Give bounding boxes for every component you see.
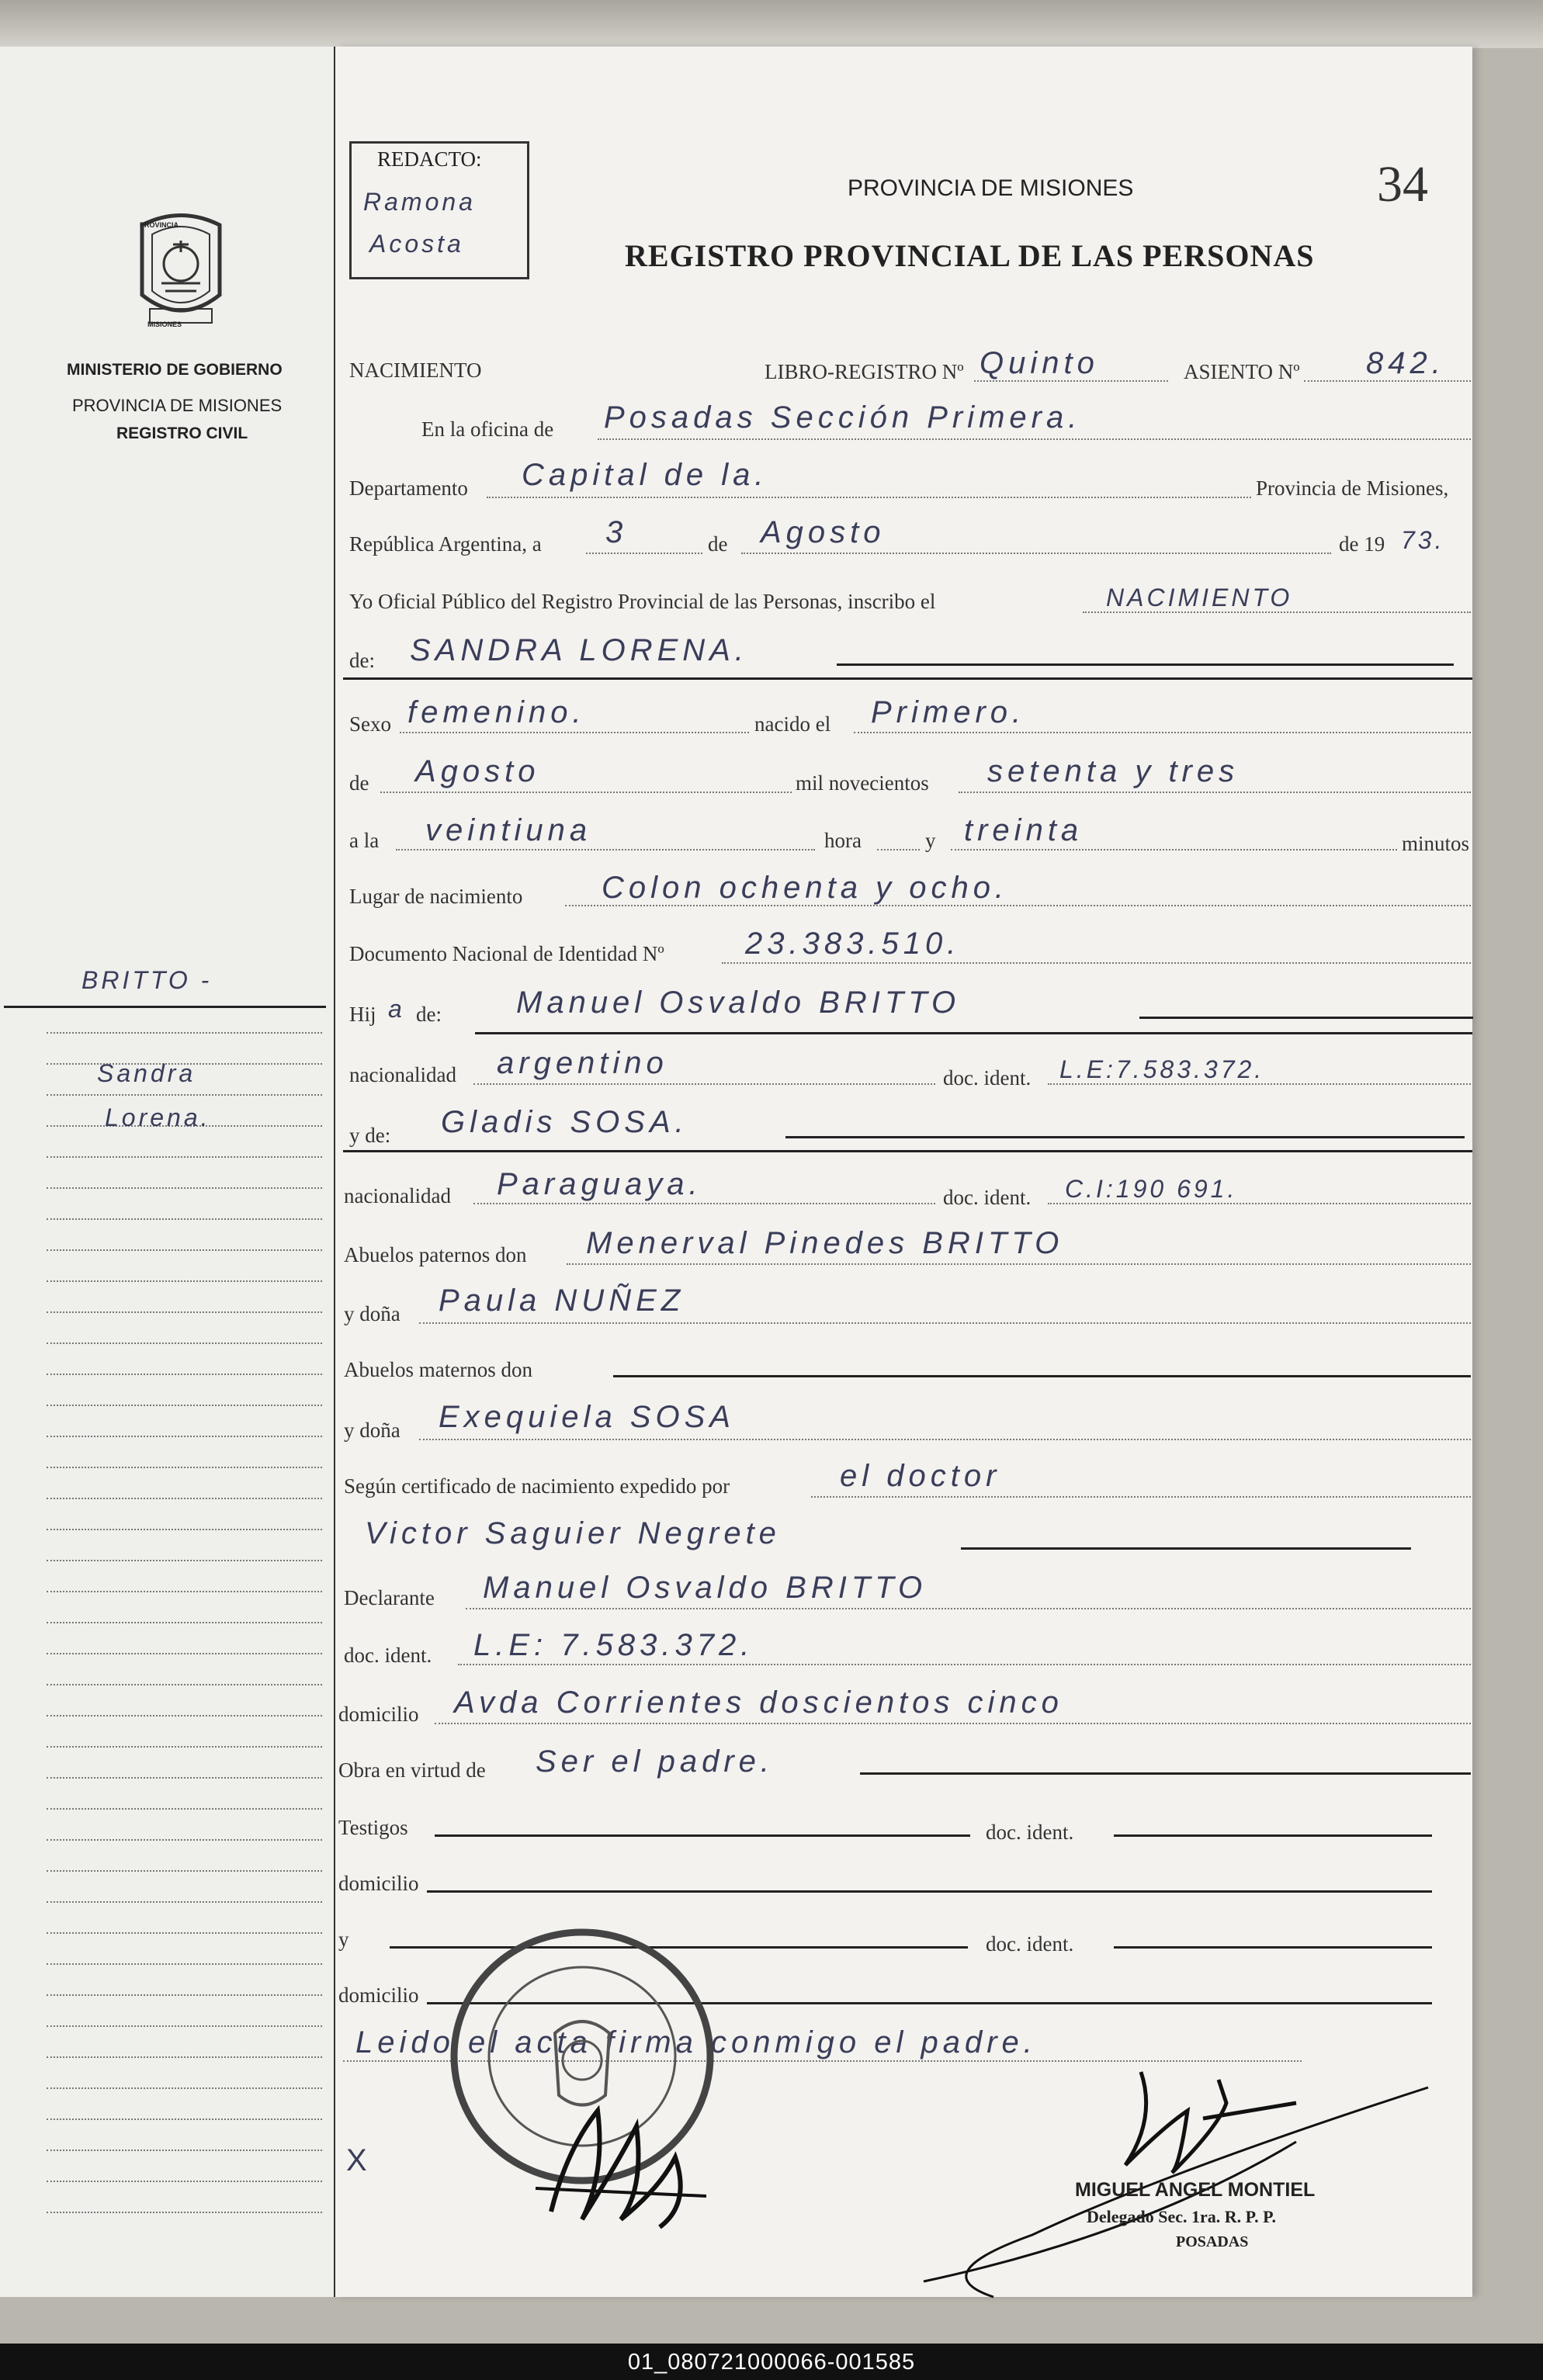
- domicilio-value: Avda Corrientes doscientos cinco: [454, 1685, 1063, 1720]
- abuela-materna-line: [419, 1439, 1471, 1440]
- lugar-line: [565, 905, 1471, 906]
- abuela-paterna-value: Paula NUÑEZ: [439, 1284, 685, 1318]
- y-de-label: y de:: [349, 1124, 391, 1147]
- nacido-line: [854, 732, 1471, 733]
- dni-line: [722, 962, 1471, 964]
- margin-name-2: Lorena.: [105, 1103, 211, 1131]
- section-divider-1: [343, 677, 1472, 680]
- oficina-value: Posadas Sección Primera.: [604, 400, 1082, 435]
- testigo-2-domicilio-label: domicilio: [338, 1983, 419, 2007]
- lugar-label: Lugar de nacimiento: [349, 885, 523, 908]
- asiento-label: ASIENTO Nº: [1184, 360, 1300, 383]
- margin-page: [0, 47, 336, 2297]
- margin-divider: [4, 1006, 326, 1008]
- padre-nac-line: [473, 1083, 935, 1085]
- libro-label: LIBRO-REGISTRO Nº: [765, 360, 964, 383]
- official-city: POSADAS: [1176, 2233, 1249, 2250]
- sexo-line: [400, 732, 749, 733]
- book-binding: [0, 0, 1543, 48]
- lugar-value: Colon ochenta y ocho.: [602, 871, 1009, 905]
- departamento-value: Capital de la.: [522, 458, 768, 492]
- de-label-3: de: [349, 771, 369, 795]
- madre-nac-label: nacionalidad: [344, 1184, 451, 1207]
- abuelo-materno-line: [613, 1375, 1471, 1377]
- sexo-value: femenino.: [407, 695, 586, 729]
- madre-line-1: [785, 1136, 1465, 1138]
- departamento-line: [487, 497, 1251, 498]
- republica-label: República Argentina, a: [349, 532, 542, 556]
- child-name-line: [837, 663, 1454, 666]
- inscribo-value: NACIMIENTO: [1106, 584, 1293, 611]
- padre-value: Manuel Osvaldo BRITTO: [516, 986, 961, 1020]
- asiento-line: [1304, 380, 1471, 382]
- segun-value: el doctor: [840, 1459, 1001, 1493]
- mil-label: mil novecientos: [796, 771, 929, 795]
- inscribo-line: [1083, 611, 1471, 613]
- segun-label: Según certificado de nacimiento expedido por: [344, 1474, 730, 1498]
- testigo-2-doc-line: [1114, 1946, 1432, 1949]
- domicilio-line: [435, 1723, 1471, 1724]
- testigo-1-doc-line: [1114, 1834, 1432, 1837]
- dni-label: Documento Nacional de Identidad Nº: [349, 942, 664, 965]
- obra-label: Obra en virtud de: [338, 1758, 486, 1782]
- official-role: Delegado Sec. 1ra. R. P. P.: [1087, 2207, 1277, 2226]
- y-label: y: [925, 829, 936, 852]
- libro-value: Quinto: [980, 346, 1099, 380]
- y-label-2: y: [338, 1928, 349, 1951]
- padre-line-1: [1139, 1017, 1473, 1019]
- doctor-line: [961, 1547, 1411, 1550]
- file-id: 01_080721000066-001585: [627, 2350, 916, 2375]
- nacido-value: Primero.: [871, 695, 1026, 729]
- a-la-label: a la: [349, 829, 380, 852]
- abuela-materna-value: Exequiela SOSA: [439, 1400, 735, 1434]
- hora-value: veintiuna: [425, 813, 592, 847]
- oficial-statement: Yo Oficial Público del Registro Provincial de las Personas, inscribo el: [349, 590, 936, 613]
- abuelo-paterno-value: Menerval Pinedes BRITTO: [586, 1226, 1064, 1260]
- y-dona-label-2: y doña: [344, 1419, 400, 1442]
- abuelos-paternos-label: Abuelos paternos don: [344, 1243, 527, 1266]
- dni-value: 23.383.510.: [745, 927, 961, 961]
- declarante-value: Manuel Osvaldo BRITTO: [483, 1571, 928, 1605]
- minutos-line: [951, 849, 1397, 850]
- declarante-doc-value: L.E: 7.583.372.: [473, 1628, 754, 1662]
- margin-name-1: Sandra: [97, 1059, 196, 1087]
- testigo-1-line: [435, 1834, 970, 1837]
- ministry-name: MINISTERIO DE GOBIERNO: [67, 361, 283, 379]
- nacimiento-label: NACIMIENTO: [349, 359, 482, 382]
- closing-statement: Leido el acta firma conmigo el padre.: [355, 2025, 1037, 2060]
- hora-line: [396, 849, 815, 850]
- testigo-2-doc-label: doc. ident.: [986, 1932, 1074, 1956]
- departamento-label: Departamento: [349, 476, 468, 500]
- padre-doc-value: L.E:7.583.372.: [1059, 1055, 1265, 1083]
- obra-line: [860, 1772, 1471, 1775]
- abuela-paterna-line: [419, 1322, 1471, 1324]
- mil-line: [959, 792, 1471, 793]
- testigo-1-domicilio-line: [427, 1890, 1432, 1893]
- padre-line-2: [475, 1032, 1472, 1034]
- anio-value: 73.: [1401, 526, 1445, 554]
- mes-value: Agosto: [761, 515, 886, 549]
- madre-value: Gladis SOSA.: [441, 1105, 688, 1139]
- madre-nac-value: Paraguaya.: [497, 1167, 702, 1201]
- registry-title: REGISTRO PROVINCIAL DE LAS PERSONAS: [625, 238, 1315, 273]
- hora-line-2: [877, 849, 920, 850]
- declarante-line: [466, 1608, 1471, 1609]
- madre-doc-line: [1048, 1203, 1471, 1204]
- provincia-suffix: Provincia de Misiones,: [1256, 476, 1449, 500]
- child-name-value: SANDRA LORENA.: [410, 633, 748, 667]
- hijo-label: Hij: [349, 1003, 376, 1026]
- padre-nac-value: argentino: [497, 1046, 668, 1080]
- asiento-value: 842.: [1366, 346, 1445, 380]
- hijo-label-2: de:: [416, 1003, 442, 1026]
- official-name: MIGUEL ANGEL MONTIEL: [1075, 2179, 1316, 2201]
- official-signature: [893, 2049, 1451, 2305]
- page-number: 34: [1377, 156, 1428, 213]
- testigo-1-domicilio-label: domicilio: [338, 1872, 419, 1895]
- declarante-label: Declarante: [344, 1586, 435, 1609]
- madre-line-2: [343, 1150, 1472, 1152]
- nacido-label: nacido el: [754, 712, 831, 736]
- segun-line: [811, 1496, 1471, 1498]
- testigo-1-doc-label: doc. ident.: [986, 1821, 1074, 1844]
- padre-doc-line: [1048, 1083, 1471, 1085]
- emblem-bottom-text: MISIONES: [147, 320, 182, 328]
- domicilio-label: domicilio: [338, 1703, 419, 1726]
- emblem-top-text: PROVINCIA: [140, 221, 179, 229]
- redacto-name-2: Acosta: [369, 230, 464, 258]
- y-dona-label: y doña: [344, 1302, 400, 1325]
- province-heading: PROVINCIA DE MISIONES: [848, 175, 1134, 201]
- de-label: de: [708, 532, 728, 556]
- sexo-label: Sexo: [349, 712, 391, 736]
- de-label-2: de:: [349, 649, 375, 672]
- dia-line: [586, 553, 702, 554]
- mes-2-line: [380, 792, 792, 793]
- anio-label: de 19: [1339, 532, 1385, 556]
- madre-nac-line: [473, 1203, 935, 1204]
- abuelo-paterno-line: [567, 1263, 1471, 1265]
- ministry-registry: REGISTRO CIVIL: [116, 424, 248, 442]
- declarante-doc-label: doc. ident.: [344, 1644, 432, 1667]
- libro-line: [974, 380, 1168, 382]
- oficina-label: En la oficina de: [421, 417, 554, 441]
- doctor-value: Victor Saguier Negrete: [365, 1516, 781, 1550]
- redacto-name-1: Ramona: [363, 188, 476, 216]
- redacto-label: REDACTO:: [377, 147, 482, 171]
- declarante-doc-line: [458, 1664, 1471, 1665]
- mes-line: [741, 553, 1331, 554]
- oficina-line: [598, 438, 1471, 440]
- padre-doc-label: doc. ident.: [943, 1066, 1032, 1090]
- obra-value: Ser el padre.: [536, 1744, 775, 1779]
- testigos-label: Testigos: [338, 1816, 408, 1839]
- madre-doc-value: C.I:190 691.: [1065, 1175, 1238, 1203]
- mil-value: setenta y tres: [987, 754, 1240, 788]
- mes-2-value: Agosto: [415, 754, 540, 788]
- ministry-province: PROVINCIA DE MISIONES: [72, 396, 283, 415]
- padre-nac-label: nacionalidad: [349, 1063, 456, 1086]
- margin-surname: BRITTO -: [81, 966, 213, 994]
- madre-doc-label: doc. ident.: [943, 1186, 1032, 1209]
- minutos-value: treinta: [964, 813, 1084, 847]
- dia-value: 3: [605, 515, 628, 549]
- hora-label: hora: [824, 829, 862, 852]
- minutos-label: minutos: [1402, 832, 1470, 855]
- cross-mark: X: [346, 2143, 372, 2177]
- abuelos-maternos-label: Abuelos maternos don: [344, 1358, 532, 1381]
- hijo-suffix: a: [388, 995, 402, 1023]
- father-signature: [505, 2033, 753, 2250]
